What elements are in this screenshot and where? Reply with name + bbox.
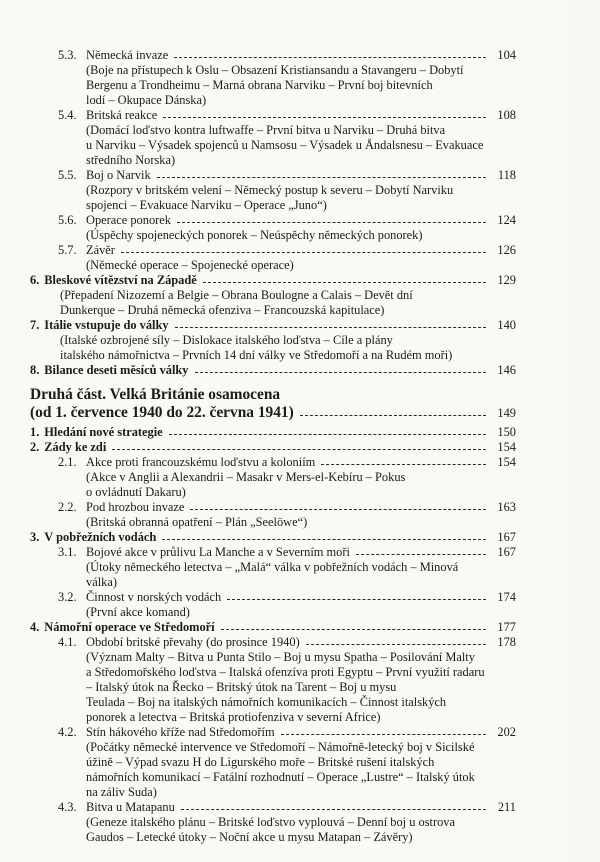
toc-entry: [30, 363, 516, 378]
section-title: (od 1. července 1940 do 22. června 1941): [30, 404, 294, 421]
toc-entry-line: [30, 455, 516, 470]
toc-entry-line: [30, 725, 516, 740]
dash-leader: [195, 372, 486, 373]
section-number: 3.1.: [58, 545, 77, 559]
section-description: (Německé operace – Spojenecké operace): [86, 258, 294, 272]
section-number: 5.5.: [58, 168, 77, 182]
section-title: Bilance deseti měsíců války: [44, 363, 189, 377]
page-number: 104: [497, 48, 516, 62]
dash-leader: [162, 539, 486, 540]
page-edge: [568, 0, 600, 862]
toc-entry: [30, 545, 516, 590]
page-number: 146: [497, 363, 516, 377]
toc-entry: [30, 620, 516, 635]
section-title: Závěr: [86, 243, 115, 257]
section-title: Bojové akce v průlivu La Manche a v Severním moři: [86, 545, 350, 559]
toc-entry: [30, 425, 516, 440]
dash-leader: [221, 629, 486, 630]
toc-entry: [30, 48, 516, 108]
section-description: (Rozpory v britském velení – Německý postup k severu – Dobytí Narviku: [86, 183, 454, 197]
section-description: ponorek a letectva – Britská protiofenziva v severní Africe): [86, 710, 381, 724]
toc-entry: [30, 590, 516, 620]
page-number: 211: [497, 800, 516, 814]
page-number: 126: [497, 243, 516, 257]
page-number: 178: [497, 635, 516, 649]
page-number: 163: [497, 500, 516, 514]
section-description: na záliv Suda): [86, 785, 157, 799]
toc-entry-line: [30, 243, 516, 258]
section-number: 5.6.: [58, 213, 77, 227]
page-number: 167: [497, 545, 516, 559]
section-title: Pod hrozbou invaze: [86, 500, 185, 514]
dash-leader: [121, 252, 486, 253]
toc-entry-line: [30, 404, 516, 422]
dash-leader: [112, 449, 486, 450]
section-description: (Přepadení Nizozemí a Belgie – Obrana Boulogne a Calais – Devět dní: [60, 288, 413, 302]
toc-entry: [30, 243, 516, 273]
section-description: námořních komunikací – Fatální rozhodnutí – Operace „Lustre“ – Italský útok: [86, 770, 475, 784]
section-title: Bitva u Matapanu: [86, 800, 175, 814]
section-description: středního Norska): [86, 153, 176, 167]
toc-entry-line: [30, 800, 516, 815]
section-number: 2.2.: [58, 500, 77, 514]
section-number: 3.: [30, 530, 40, 544]
section-number: 4.1.: [58, 635, 77, 649]
section-description: spojenci – Evakuace Narviku – Operace „Juno“): [86, 198, 327, 212]
toc-entry-line: [30, 168, 516, 183]
section-number: 3.2.: [58, 590, 77, 604]
section-description: (Počátky německé intervence ve Středomoří – Námořně-letecký boj v Sicilské: [86, 740, 475, 754]
section-title: Německá invaze: [86, 48, 169, 62]
section-title: Operace ponorek: [86, 213, 171, 227]
page-number: 124: [497, 213, 516, 227]
toc-entry: [30, 800, 516, 845]
section-number: 4.2.: [58, 725, 77, 739]
section-title: V pobřežních vodách: [44, 530, 157, 544]
section-number: 2.1.: [58, 455, 77, 469]
section-description: italského námořnictva – Prvních 14 dní války ve Středomoří a na Rudém moři): [60, 348, 453, 362]
toc-entry: [30, 440, 516, 455]
section-description: o ovládnutí Dakaru): [86, 485, 186, 499]
dash-leader: [321, 464, 486, 465]
section-description: (Útoky německého letectva – „Malá“ válka v pobřežních vodách – Minová: [86, 560, 459, 574]
toc-entry: [30, 530, 516, 545]
page-number: 167: [497, 530, 516, 544]
dash-leader: [203, 282, 486, 283]
page-number: 150: [497, 425, 516, 439]
toc-entry: [30, 404, 516, 422]
toc-entry: [30, 725, 516, 800]
section-description: – Italský útok na Řecko – Britský útok na Tarent – Boj u mysu: [86, 680, 397, 694]
toc-entry: [30, 168, 516, 213]
dash-leader: [300, 415, 486, 416]
section-title: Hledání nové strategie: [44, 425, 163, 439]
page-number: 154: [497, 455, 516, 469]
page-number: 202: [497, 725, 516, 739]
toc-entry: [30, 455, 516, 500]
section-number: 5.4.: [58, 108, 77, 122]
toc-entry-line: [30, 440, 516, 455]
dash-leader: [175, 327, 486, 328]
toc-entry-line: [30, 213, 516, 228]
toc-entry: [30, 500, 516, 530]
section-description: (Britská obranná opatření – Plán „Seelöwe“): [86, 515, 308, 529]
section-description: (Geneze italského plánu – Britské loďstvo vyplouvá – Denní boj u ostrova: [86, 815, 455, 829]
dash-leader: [157, 177, 486, 178]
toc-entry-line: [30, 386, 516, 404]
dash-leader: [281, 734, 486, 735]
section-title: Činnost v norských vodách: [86, 590, 222, 604]
toc-entry: [30, 635, 516, 725]
toc-entry-line: [30, 545, 516, 560]
page-number: 108: [497, 108, 516, 122]
section-number: 5.7.: [58, 243, 77, 257]
page-number: 154: [497, 440, 516, 454]
page-number: 174: [497, 590, 516, 604]
section-description: (První akce komand): [86, 605, 190, 619]
section-number: 7.: [30, 318, 40, 332]
section-description: Teulada – Boj na italských námořních komunikacích – Činnost italských: [86, 695, 447, 709]
section-description: (Boje na přístupech k Oslu – Obsazení Kristiansandu a Stavangeru – Dobytí: [86, 63, 464, 77]
section-number: 4.: [30, 620, 40, 634]
dash-leader: [181, 809, 486, 810]
section-description: Gaudos – Letecké útoky – Noční akce u mysu Matapan – Závěry): [86, 830, 413, 844]
dash-leader: [174, 57, 486, 58]
section-number: 6.: [30, 273, 40, 287]
section-title: Bleskové vítězství na Západě: [44, 273, 197, 287]
section-number: 5.3.: [58, 48, 77, 62]
section-description: úžině – Výpad svazu H do Ligurského moře – Britské rušení italských: [86, 755, 435, 769]
section-description: a Středomořského loďstva – Italská ofenzíva proti Egyptu – První využití radaru: [86, 665, 485, 679]
section-title: Itálie vstupuje do války: [44, 318, 169, 332]
section-description: lodí – Okupace Dánska): [86, 93, 207, 107]
section-title: Stín hákového kříže nad Středomořím: [86, 725, 275, 739]
toc-entry-line: [30, 500, 516, 515]
dash-leader: [306, 644, 486, 645]
dash-leader: [356, 554, 486, 555]
section-description: Dunkerque – Druhá německá ofenziva – Francouzská kapitulace): [60, 303, 385, 317]
section-number: 2.: [30, 440, 40, 454]
toc-entry: [30, 273, 516, 318]
toc-entry-line: [30, 590, 516, 605]
section-description: (Domácí loďstvo kontra luftwaffe – První bitva u Narviku – Druhá bitva: [86, 123, 446, 137]
toc-entry-line: [30, 273, 516, 288]
section-title: Britská reakce: [86, 108, 158, 122]
section-title: Akce proti francouzskému loďstvu a koloniím: [86, 455, 316, 469]
dash-leader: [163, 117, 486, 118]
toc-entry-line: [30, 530, 516, 545]
section-description: válka): [86, 575, 117, 589]
page-number: 149: [497, 406, 516, 420]
page-number: 118: [497, 168, 516, 182]
toc-entry-line: [30, 363, 516, 378]
section-number: 4.3.: [58, 800, 77, 814]
dash-leader: [190, 509, 486, 510]
toc-entry-line: [30, 48, 516, 63]
section-number: 8.: [30, 363, 40, 377]
section-description: Bergenu a Trondheimu – Marná obrana Narviku – První boj bitevních: [86, 78, 433, 92]
section-description: (Akce v Anglii a Alexandrii – Masakr v Mers-el-Kebíru – Pokus: [86, 470, 406, 484]
section-description: (Význam Malty – Bitva u Punta Stilo – Boj u mysu Spatha – Posilování Malty: [86, 650, 475, 664]
toc-entry: [30, 213, 516, 243]
toc-entry: [30, 318, 516, 363]
dash-leader: [177, 222, 486, 223]
section-title: Boj o Narvik: [86, 168, 151, 182]
section-title: Období britské převahy (do prosince 1940): [86, 635, 300, 649]
dash-leader: [169, 434, 486, 435]
toc-entry-line: [30, 620, 516, 635]
section-number: 1.: [30, 425, 40, 439]
page-number: 177: [497, 620, 516, 634]
section-description: (Italské ozbrojené síly – Dislokace italského loďstva – Cíle a plány: [60, 333, 393, 347]
toc-entry: [30, 108, 516, 168]
toc-entry-line: [30, 318, 516, 333]
dash-leader: [227, 599, 486, 600]
section-description: u Narviku – Výsadek spojenců u Namsosu – Výsadek u Åndalsnesu – Evakuace: [86, 138, 484, 152]
section-title: Zády ke zdi: [44, 440, 107, 454]
toc-entry-line: [30, 635, 516, 650]
table-of-contents: [30, 48, 516, 845]
toc-entry-line: [30, 108, 516, 123]
toc-entry-line: [30, 425, 516, 440]
page-number: 129: [497, 273, 516, 287]
section-title: Námořní operace ve Středomoří: [44, 620, 215, 634]
page-number: 140: [497, 318, 516, 332]
section-title: Druhá část. Velká Británie osamocena: [30, 386, 281, 403]
section-description: (Úspěchy spojeneckých ponorek – Neúspěchy německých ponorek): [86, 228, 423, 242]
toc-entry: [30, 386, 516, 404]
